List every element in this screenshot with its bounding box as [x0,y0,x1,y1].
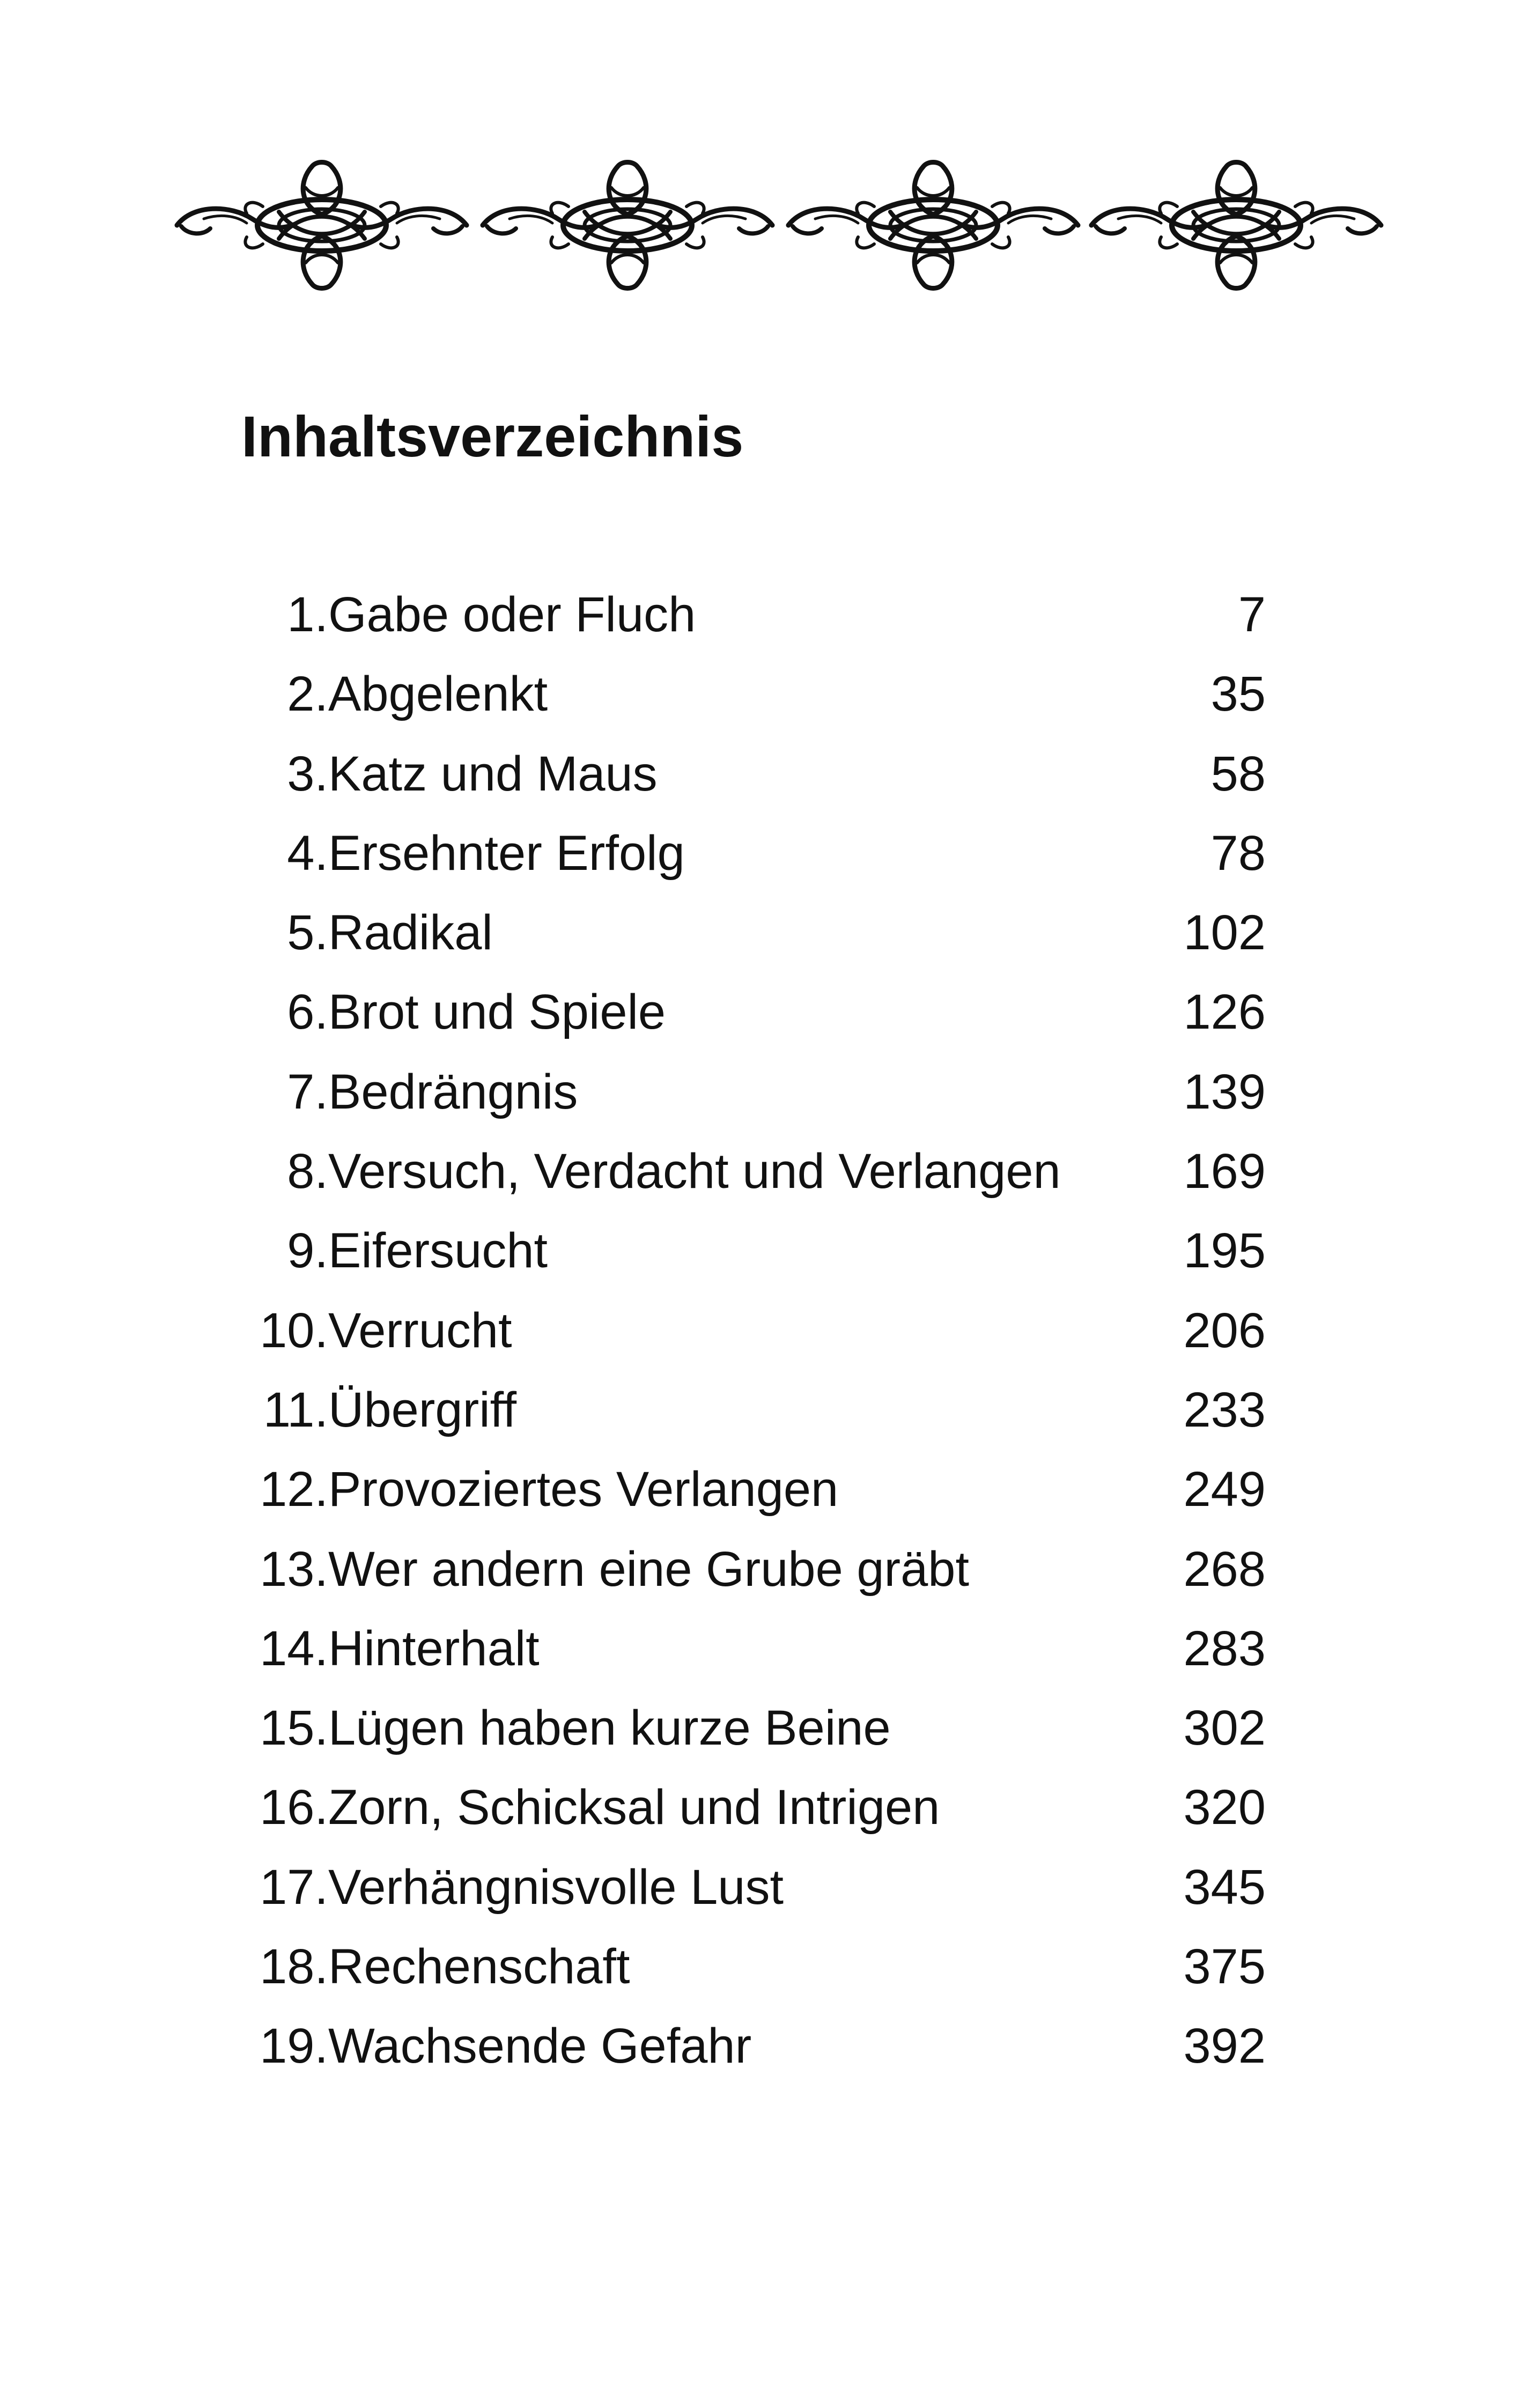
chapter-number: 6. [287,985,328,1040]
chapter-title: Übergriff [328,1382,517,1437]
toc-entry[interactable] [0,905,1521,987]
toc-entry[interactable] [0,1859,1521,1942]
toc-entry[interactable] [0,825,1521,908]
page-number: 249 [1183,1462,1266,1517]
chapter-number: 15. [260,1701,328,1756]
toc-entry[interactable] [0,587,1521,669]
chapter-number: 17. [260,1859,328,1915]
chapter-number: 4. [287,825,328,881]
chapter-title: Versuch, Verdacht und Verlangen [328,1144,1061,1199]
page-number: 206 [1183,1303,1266,1358]
celtic-knot-ornament-icon [177,162,467,289]
toc-entry[interactable] [0,987,1521,1067]
chapter-number: 8. [287,1144,328,1199]
chapter-number: 10. [260,1303,328,1358]
page-number: 169 [1183,1144,1266,1199]
chapter-number: 2. [287,667,328,722]
chapter-number: 16. [260,1780,328,1835]
chapter-title: Brot und Spiele [328,985,666,1040]
toc-entry[interactable] [0,669,1521,749]
chapter-title: Rechenschaft [328,1939,630,1995]
chapter-title: Verhängnisvolle Lust [328,1859,784,1915]
page-number: 195 [1183,1223,1266,1279]
chapter-title: Hinterhalt [328,1621,540,1676]
chapter-number: 5. [287,905,328,961]
chapter-number: 11. [263,1382,328,1437]
chapter-title: Radikal [328,905,493,961]
page-number: 7 [1238,587,1266,642]
toc-entry[interactable] [0,1703,1521,1783]
chapter-title: Katz und Maus [328,746,658,801]
toc-entry[interactable] [0,1303,1521,1385]
chapter-number: 19. [260,2019,328,2074]
chapter-title: Bedrängnis [328,1064,578,1119]
page-number: 268 [1183,1541,1266,1597]
toc-entry[interactable] [0,1223,1521,1305]
page-number: 283 [1183,1621,1266,1676]
page-number: 392 [1183,2019,1266,2074]
celtic-knot-ornament-icon [1091,162,1381,289]
page-number: 375 [1183,1939,1266,1995]
chapter-number: 18. [260,1939,328,1995]
chapter-title: Lügen haben kurze Beine [328,1701,891,1756]
chapter-title: Ersehnter Erfolg [328,825,685,881]
celtic-knot-ornament-icon [788,162,1078,289]
celtic-knot-ornament-icon [483,162,772,289]
toc-entry[interactable] [0,1462,1521,1544]
chapter-title: Eifersucht [328,1223,548,1279]
page-number: 35 [1210,667,1266,722]
ornament-border [172,156,1384,295]
table-of-contents [0,587,1521,2101]
page-number: 126 [1183,985,1266,1040]
chapter-title: Wachsende Gefahr [328,2019,752,2074]
chapter-number: 12. [260,1462,328,1517]
page-number: 102 [1183,905,1266,961]
page-title: Inhaltsverzeichnis [241,404,744,469]
chapter-title: Zorn, Schicksal und Intrigen [328,1780,940,1835]
chapter-number: 9. [287,1223,328,1279]
page-number: 78 [1210,825,1266,881]
chapter-title: Abgelenkt [328,667,548,722]
page-number: 233 [1183,1382,1266,1437]
toc-entry[interactable] [0,1780,1521,1862]
toc-entry[interactable] [0,1382,1521,1465]
chapter-number: 13. [260,1541,328,1597]
chapter-title: Wer andern eine Grube gräbt [328,1541,970,1597]
chapter-title: Provoziertes Verlangen [328,1462,839,1517]
chapter-title: Verrucht [328,1303,512,1358]
toc-entry[interactable] [0,1541,1521,1624]
toc-entry[interactable] [0,1064,1521,1147]
page-number: 345 [1183,1859,1266,1915]
chapter-title: Gabe oder Fluch [328,587,696,642]
toc-entry[interactable] [0,1621,1521,1703]
chapter-number: 3. [287,746,328,801]
chapter-number: 1. [287,587,328,642]
page-number: 320 [1183,1780,1266,1835]
page-number: 58 [1210,746,1266,801]
toc-entry[interactable] [0,746,1521,829]
ornament-svg [172,156,1384,295]
toc-entry[interactable] [0,1144,1521,1226]
toc-entry[interactable] [0,2021,1521,2101]
page-number: 302 [1183,1701,1266,1756]
page-number: 139 [1183,1064,1266,1119]
chapter-number: 7. [287,1064,328,1119]
chapter-number: 14. [260,1621,328,1676]
toc-entry[interactable] [0,1939,1521,2021]
